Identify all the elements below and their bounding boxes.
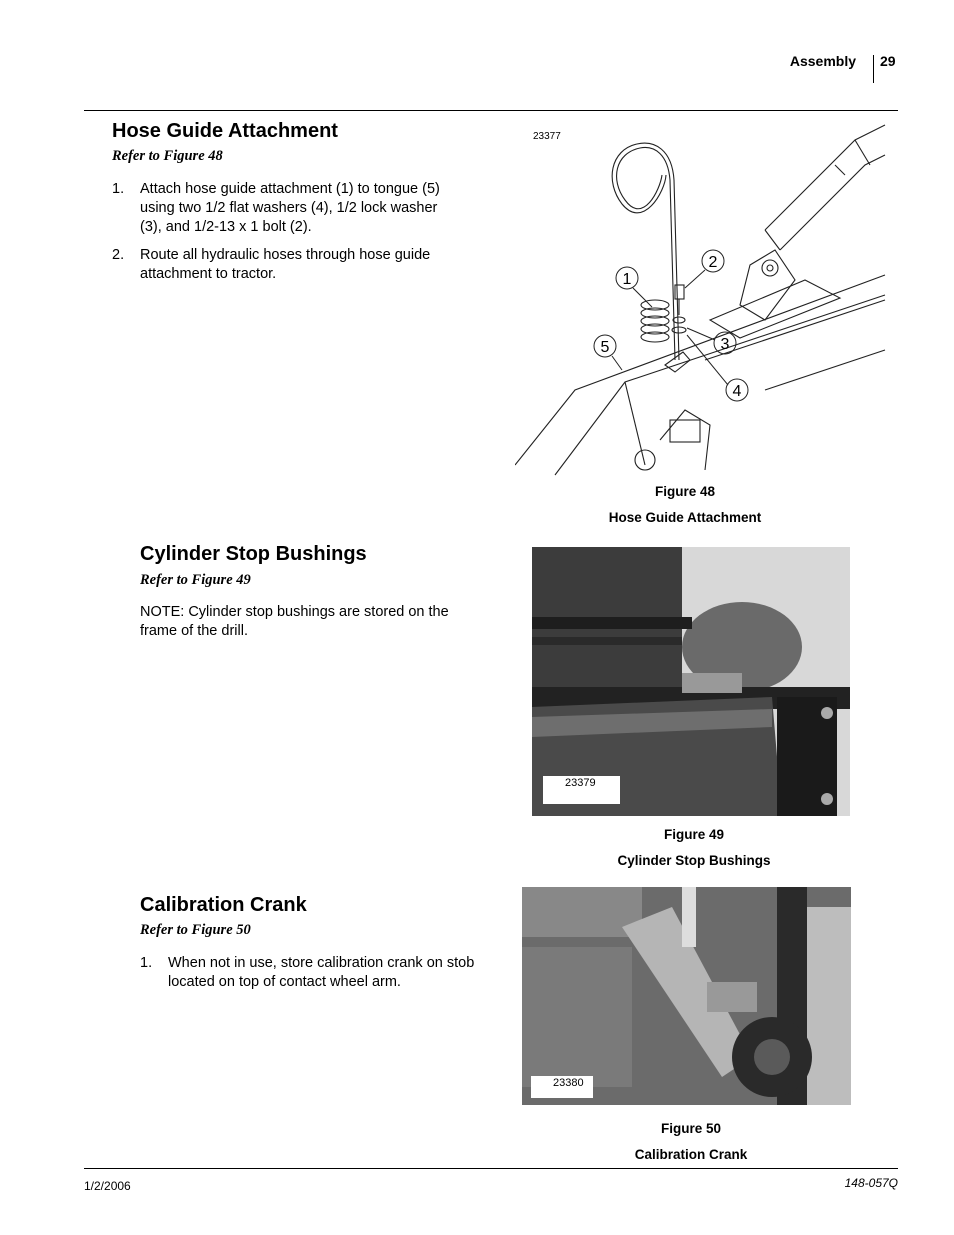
callout-5: 5: [600, 339, 610, 356]
list-item: 2. Route all hydraulic hoses through hose guide attachment to tractor.: [112, 247, 431, 282]
figure-50-photo: [522, 887, 851, 1105]
figure-49-number: Figure 49: [663, 827, 725, 842]
figure-50-photo-image: [522, 887, 851, 1105]
figure-50-number: Figure 50: [660, 1121, 722, 1136]
callout-1: 1: [622, 271, 632, 288]
section-reference: Refer to Figure 49: [140, 572, 251, 588]
page-number: 29: [880, 53, 896, 69]
figure-50-image-id: 23380: [531, 1076, 593, 1098]
note-text: NOTE: Cylinder stop bushings are stored on the frame of the drill.: [140, 604, 449, 639]
footer-date: 1/2/2006: [84, 1179, 131, 1193]
figure-49-caption: Cylinder Stop Bushings: [617, 853, 771, 868]
figure-49-photo: [532, 547, 850, 816]
figure-49-image-id: 23379: [543, 776, 620, 804]
bottom-rule: [84, 1168, 898, 1169]
figure-48-drawing: [515, 120, 895, 480]
step-list: [112, 180, 462, 293]
list-item: 1. Attach hose guide attachment (1) to tongue (5) using two 1/2 flat washers (4), 1/2 lock washer (3), and 1/2-13 x 1 bolt (2).: [112, 181, 440, 235]
figure-50-caption: Calibration Crank: [634, 1147, 748, 1162]
figure-48-caption: Hose Guide Attachment: [608, 510, 762, 525]
top-rule: [84, 110, 898, 111]
section-reference: Refer to Figure 48: [112, 148, 223, 164]
callout-2: 2: [708, 254, 718, 271]
section-title-calibration-crank: Calibration Crank: [140, 894, 307, 916]
step-list: [140, 954, 480, 1001]
figure-48-image-id: 23377: [533, 131, 561, 142]
list-item: 1. When not in use, store calibration crank on stob located on top of contact wheel arm.: [140, 955, 475, 990]
header-divider: [873, 55, 874, 83]
section-reference: Refer to Figure 50: [140, 922, 251, 938]
header-section-title: Assembly: [789, 53, 856, 69]
callout-3: 3: [720, 336, 730, 353]
section-title-hose-guide: Hose Guide Attachment: [112, 120, 338, 142]
callout-4: 4: [732, 383, 742, 400]
footer-doc-number: 148-057Q: [844, 1176, 898, 1190]
figure-48-number: Figure 48: [654, 484, 716, 499]
section-title-cylinder-stop: Cylinder Stop Bushings: [140, 543, 367, 565]
